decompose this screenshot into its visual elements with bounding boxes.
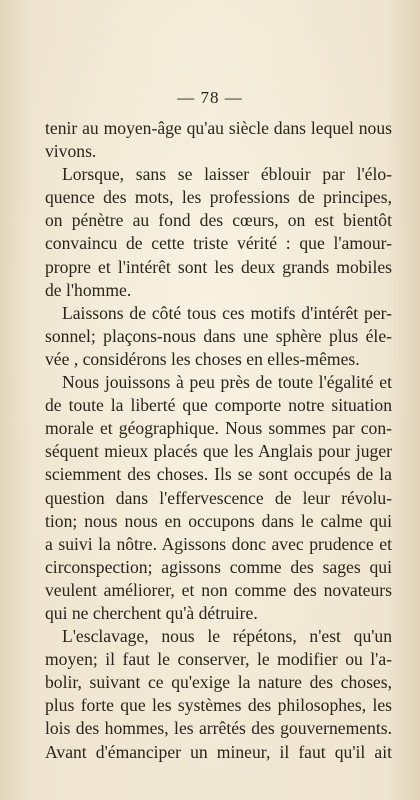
text-line: circonspection; agissons comme des sages qui xyxy=(45,556,392,577)
text-line: convaincu de cette triste vérité : que l'amour- xyxy=(45,233,392,254)
text-line: tenir au moyen-âge qu'au siècle dans lequel nous xyxy=(45,118,392,138)
text-line: propre et l'intérêt sont les deux grands mobiles xyxy=(45,256,392,277)
text-line: quence des mots, les professions de principes, xyxy=(45,187,392,208)
text-line: Lorsque, sans se laisser éblouir par l'élo- xyxy=(62,164,392,185)
text-line: vée , considérons les choses en elles-mêmes. xyxy=(45,348,360,369)
text-line: de l'homme. xyxy=(45,279,132,300)
text-line: vivons. xyxy=(45,141,97,162)
text-line: tion; nous nous en occupons dans le calme qui xyxy=(45,510,392,531)
text-line: sciemment des choses. Ils se sont occupés de la xyxy=(45,464,392,485)
text-line: bolir, suivant ce qu'exige la nature des choses, xyxy=(45,672,392,693)
text-line: plus forte que les systèmes des philosophes, les xyxy=(45,695,392,716)
text-line: séquent mieux placés que les Anglais pour juger xyxy=(45,441,392,462)
text-line: qui ne cherchent qu'à détruire. xyxy=(45,602,258,623)
body-text xyxy=(45,117,392,764)
text-line: de toute la liberté que comporte notre situation xyxy=(45,395,392,416)
text-line: veulent améliorer, et non comme des novateurs xyxy=(45,579,392,600)
page-number: — 78 — xyxy=(177,88,243,107)
text-line: Nous jouissons à peu près de toute l'égalité et xyxy=(62,372,392,393)
text-line: Avant d'émanciper un mineur, il faut qu'il ait xyxy=(45,741,392,762)
text-line: moyen; il faut le conserver, le modifier ou l'a- xyxy=(45,649,392,670)
text-line: lois des hommes, les arrêtés des gouvernements. xyxy=(45,718,392,739)
text-line: morale et géographique. Nous sommes par con- xyxy=(45,418,392,439)
text-line: on pénètre au fond des cœurs, on est bientôt xyxy=(45,210,392,231)
text-line: sonnel; plaçons-nous dans une sphère plus éle- xyxy=(45,325,392,346)
text-line: a suivi la nôtre. Agissons donc avec prudence et xyxy=(45,533,392,554)
text-line: Laissons de côté tous ces motifs d'intérêt per- xyxy=(62,302,392,323)
text-line: question dans l'effervescence de leur révolu- xyxy=(45,487,392,508)
text-line: L'esclavage, nous le répétons, n'est qu'un xyxy=(62,626,392,647)
